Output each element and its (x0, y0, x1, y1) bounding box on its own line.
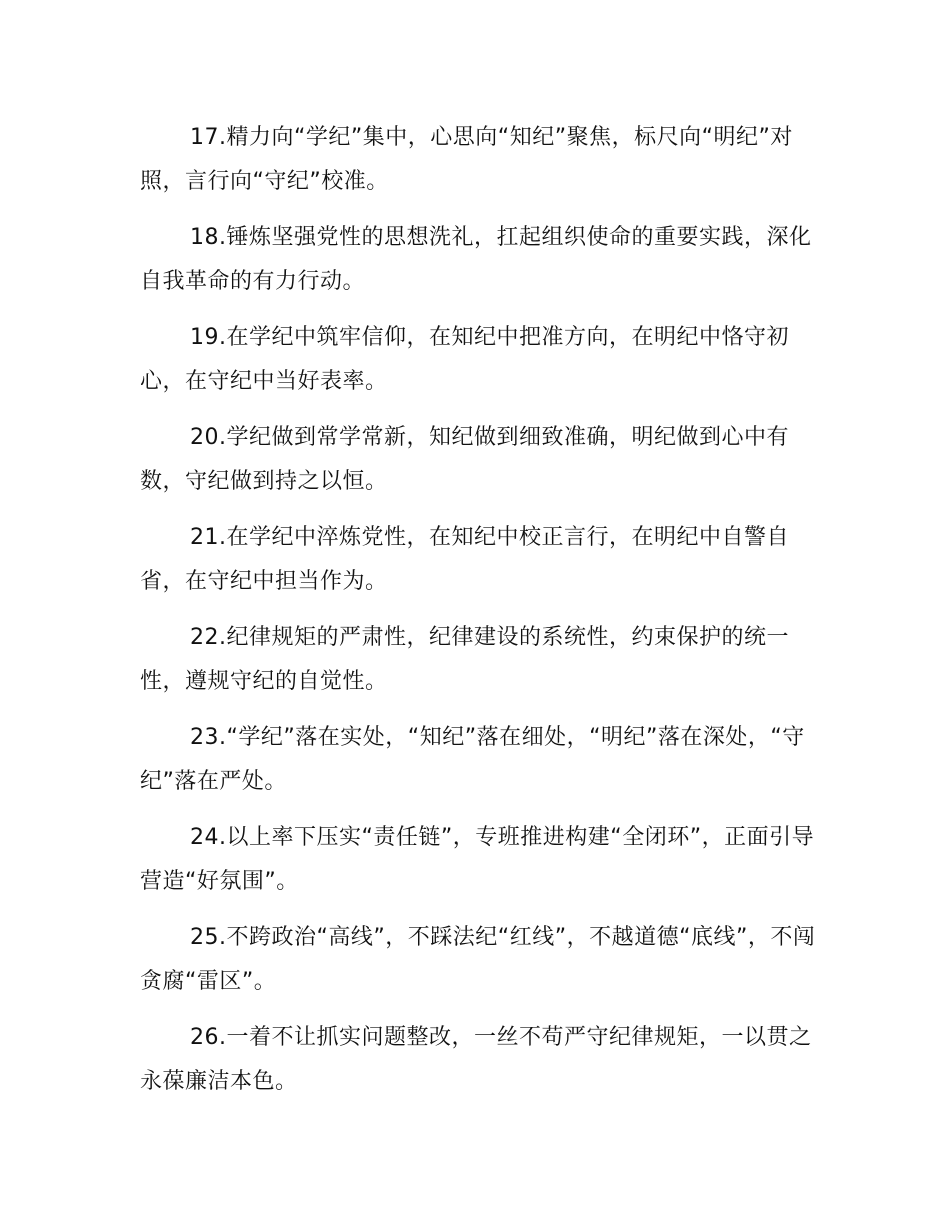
item-text: 以上率下压实“责任链”，专班推进构建“全闭环”，正面引导营造“好氛围”。 (140, 825, 815, 894)
item-number: 20. (190, 425, 227, 450)
item-number: 19. (190, 325, 227, 350)
item-text: 纪律规矩的严肃性，纪律建设的系统性，约束保护的统一性，遵规守纪的自觉性。 (140, 625, 790, 694)
list-item (140, 716, 832, 804)
list-item (140, 516, 832, 604)
item-text: 锤炼坚强党性的思想洗礼，扛起组织使命的重要实践，深化自我革命的有力行动。 (140, 225, 812, 294)
item-text: 不跨政治“高线”，不踩法纪“红线”，不越道德“底线”，不闯贪腐“雷区”。 (140, 925, 816, 994)
item-text: 在学纪中筑牢信仰，在知纪中把准方向，在明纪中恪守初心，在守纪中当好表率。 (140, 325, 790, 394)
item-number: 18. (190, 225, 227, 250)
item-number: 23. (190, 725, 227, 750)
item-text: “学纪”落在实处，“知纪”落在细处，“明纪”落在深处，“守纪”落在严处。 (140, 725, 805, 794)
item-number: 24. (190, 825, 227, 850)
item-number: 17. (190, 125, 227, 150)
item-text: 精力向“学纪”集中，心思向“知纪”聚焦，标尺向“明纪”对照，言行向“守纪”校准。 (140, 125, 793, 194)
list-item (140, 416, 832, 504)
document-body (140, 116, 832, 1116)
list-item (140, 1016, 832, 1104)
item-number: 22. (190, 625, 227, 650)
item-number: 21. (190, 525, 227, 550)
item-number: 26. (190, 1025, 227, 1050)
item-number: 25. (190, 925, 227, 950)
list-item (140, 316, 832, 404)
list-item (140, 116, 832, 204)
item-text: 一着不让抓实问题整改，一丝不苟严守纪律规矩，一以贯之永葆廉洁本色。 (140, 1025, 812, 1094)
list-item (140, 916, 832, 1004)
list-item (140, 216, 832, 304)
list-item (140, 816, 832, 904)
item-text: 在学纪中淬炼党性，在知纪中校正言行，在明纪中自警自省，在守纪中担当作为。 (140, 525, 790, 594)
item-text: 学纪做到常学常新，知纪做到细致准确，明纪做到心中有数，守纪做到持之以恒。 (140, 425, 790, 494)
list-item (140, 616, 832, 704)
